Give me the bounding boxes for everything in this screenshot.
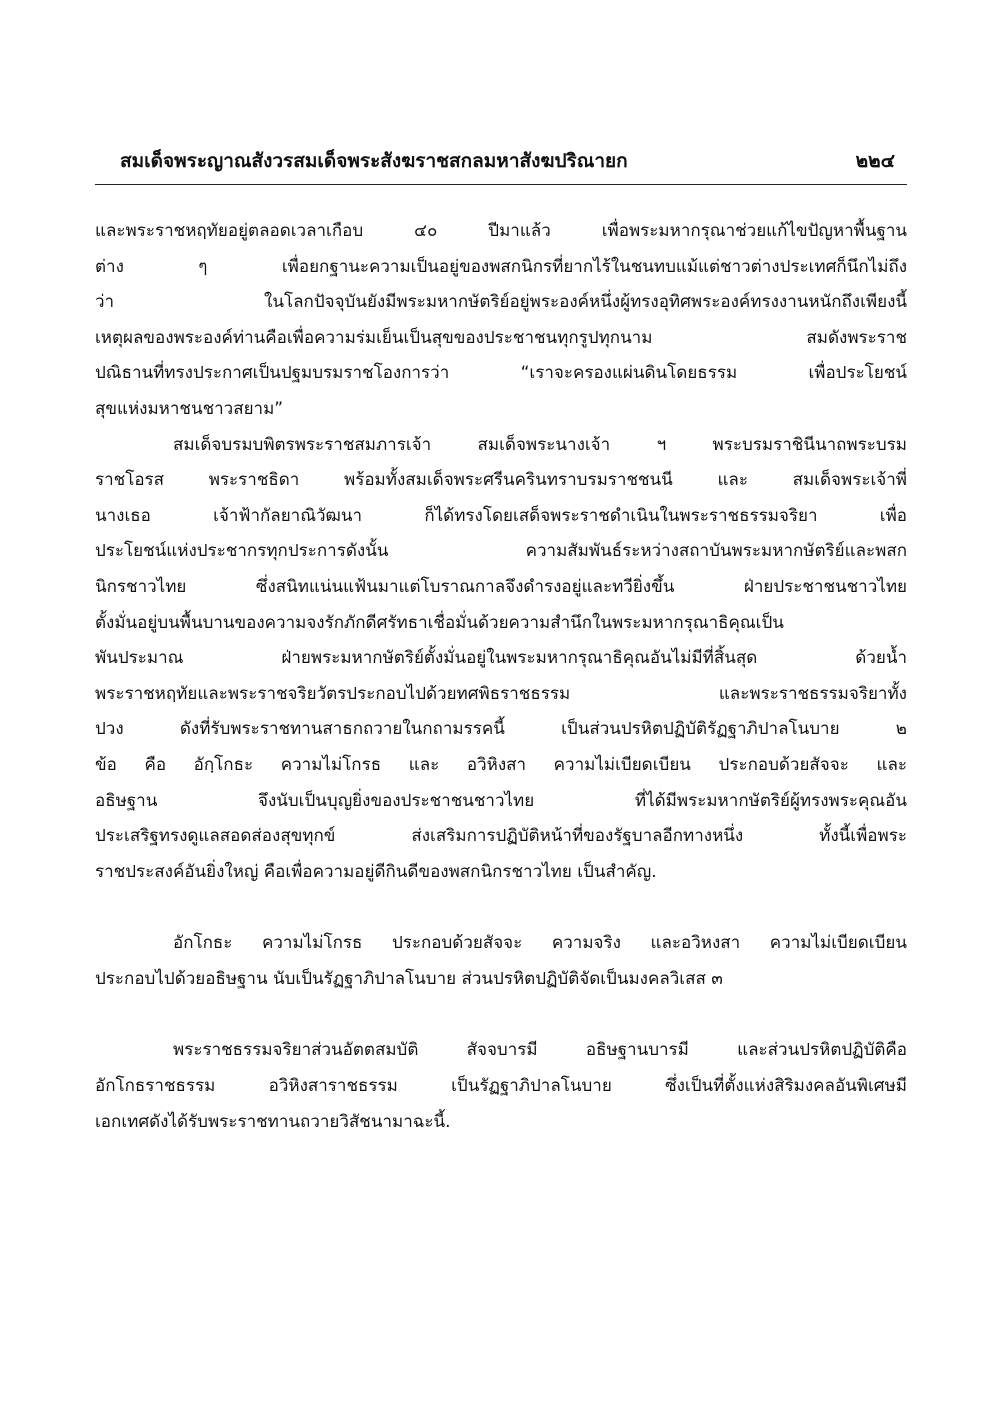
- paragraph-2: [95, 428, 907, 891]
- text-line: ราชประสงค์อันยิ่งใหญ่ คือเพื่อความอยู่ดีกินดีของพสกนิกรชาวไทย เป็นสำคัญ.: [95, 861, 657, 882]
- text-line: เหตุผลของพระองค์ท่านคือเพื่อความร่มเย็นเป็นสุขของประชาชนทุกรูปทุกนาม สมดังพระราช: [95, 327, 907, 348]
- text-line: ประโยชน์แห่งประชากรทุกประการดังนั้น ความสัมพันธ์ระหว่างสถาบันพระมหากษัตริย์และพสก: [95, 541, 907, 562]
- text-line: พันประมาณ ฝ่ายพระมหากษัตริย์ตั้งมั่นอยู่ในพระมหากรุณาธิคุณอันไม่มีที่สิ้นสุด ด้วยน้ำ: [95, 648, 907, 669]
- paragraph-gap: [95, 997, 907, 1033]
- paragraph-3: [95, 926, 907, 997]
- text-line: ประเสริฐทรงดูแลสอดส่องสุขทุกข์ ส่งเสริมการปฏิบัติหน้าที่ของรัฐบาลอีกทางหนึ่ง ทั้งนี้เพื่อพระ: [95, 826, 907, 847]
- text-line: อักโกธราชธรรม อวิหิงสาราชธรรม เป็นรัฏฐาภิปาลโนบาย ซึ่งเป็นที่ตั้งแห่งสิริมงคลอันพิเศษมี: [95, 1076, 907, 1097]
- text-line: เอกเทศดังได้รับพระราชทานถวายวิสัชนามาฉะนี้.: [95, 1111, 451, 1132]
- text-line: ประกอบไปด้วยอธิษฐาน นับเป็นรัฏฐาภิปาลโนบาย ส่วนปรหิตปฏิบัติจัดเป็นมงคลวิเสส ๓: [95, 968, 723, 989]
- text-line: พระราชธรรมจริยาส่วนอัตตสมบัติ สัจจบารมี อธิษฐานบารมี และส่วนปรหิตปฏิบัติคือ: [173, 1040, 907, 1061]
- text-line: อักโกธะ ความไม่โกรธ ประกอบด้วยสัจจะ ความจริง และอวิหงสา ความไม่เบียดเบียน: [173, 933, 907, 954]
- running-header: [95, 148, 907, 185]
- text-line: อธิษฐาน จึงนับเป็นบุญยิ่งของประชาชนชาวไทย ที่ได้มีพระมหากษัตริย์ผู้ทรงพระคุณอัน: [95, 790, 907, 811]
- text-line: สมเด็จบรมบพิตรพระราชสมภารเจ้า สมเด็จพระนางเจ้า ฯ พระบรมราชินีนาถพระบรม: [173, 434, 907, 455]
- running-header-title: สมเด็จพระญาณสังวรสมเด็จพระสังฆราชสกลมหาสังฆปริณายก: [120, 150, 628, 172]
- text-line: ข้อ คือ อักฺโกธะ ความไม่โกรธ และ อวิหิงสา ความไม่เบียดเบียน ประกอบด้วยสัจจะ และ: [95, 754, 907, 775]
- body-text: [95, 214, 907, 1140]
- paragraph-gap: [95, 890, 907, 926]
- text-line: นางเธอ เจ้าฟ้ากัลยาณิวัฒนา ก็ได้ทรงโดยเสด็จพระราชดำเนินในพระราชธรรมจริยา เพื่อ: [95, 505, 907, 526]
- text-line: และพระราชหฤทัยอยู่ตลอดเวลาเกือบ ๔๐ ปีมาแล้ว เพื่อพระมหากรุณาช่วยแก้ไขปัญหาพื้นฐาน: [95, 221, 907, 241]
- paragraph-1: [95, 214, 907, 428]
- page-number: ๒๒๔: [855, 150, 895, 172]
- text-line: ว่า ในโลกปัจจุบันยังมีพระมหากษัตริย์อยู่พระองค์หนึ่งผู้ทรงอุทิศพระองค์ทรงงานหนักถึงเพียงนี้: [95, 292, 907, 313]
- paragraph-4: [95, 1033, 907, 1140]
- text-line: สุขแห่งมหาชนชาวสยาม”: [95, 398, 284, 419]
- text-line: พระราชหฤทัยและพระราชจริยวัตรประกอบไปด้วยทศพิธราชธรรม และพระราชธรรมจริยาทั้ง: [95, 683, 907, 704]
- text-line: ตั้งมั่นอยู่บนพื้นบานของความจงรักภักดีศรัทธาเชื่อมั่นด้วยความสำนึกในพระมหากรุณาธิคุณเป็น: [95, 612, 784, 633]
- text-line: ปณิธานที่ทรงประกาศเป็นปฐมบรมราชโองการว่า “เราจะครองแผ่นดินโดยธรรม เพื่อประโยชน์: [95, 363, 907, 384]
- text-line: นิกรชาวไทย ซึ่งสนิทแน่นแฟ้นมาแต่โบราณกาลจึงดำรงอยู่และทวียิ่งขึ้น ฝ่ายประชาชนชาวไทย: [95, 576, 907, 597]
- text-line: ต่าง ๆ เพื่อยกฐานะความเป็นอยู่ของพสกนิกรที่ยากไร้ในชนทบแม้แต่ชาวต่างประเทศก็นึกไม่ถึง: [95, 256, 907, 277]
- text-line: ปวง ดังที่รับพระราชทานสาธกถวายในกถามรรคนี้ เป็นส่วนปรหิตปฏิบัติรัฏฐาภิปาลโนบาย ๒: [95, 719, 907, 740]
- text-line: ราชโอรส พระราชธิดา พร้อมทั้งสมเด็จพระศรีนครินทราบรมราชชนนี และ สมเด็จพระเจ้าพี่: [95, 470, 907, 491]
